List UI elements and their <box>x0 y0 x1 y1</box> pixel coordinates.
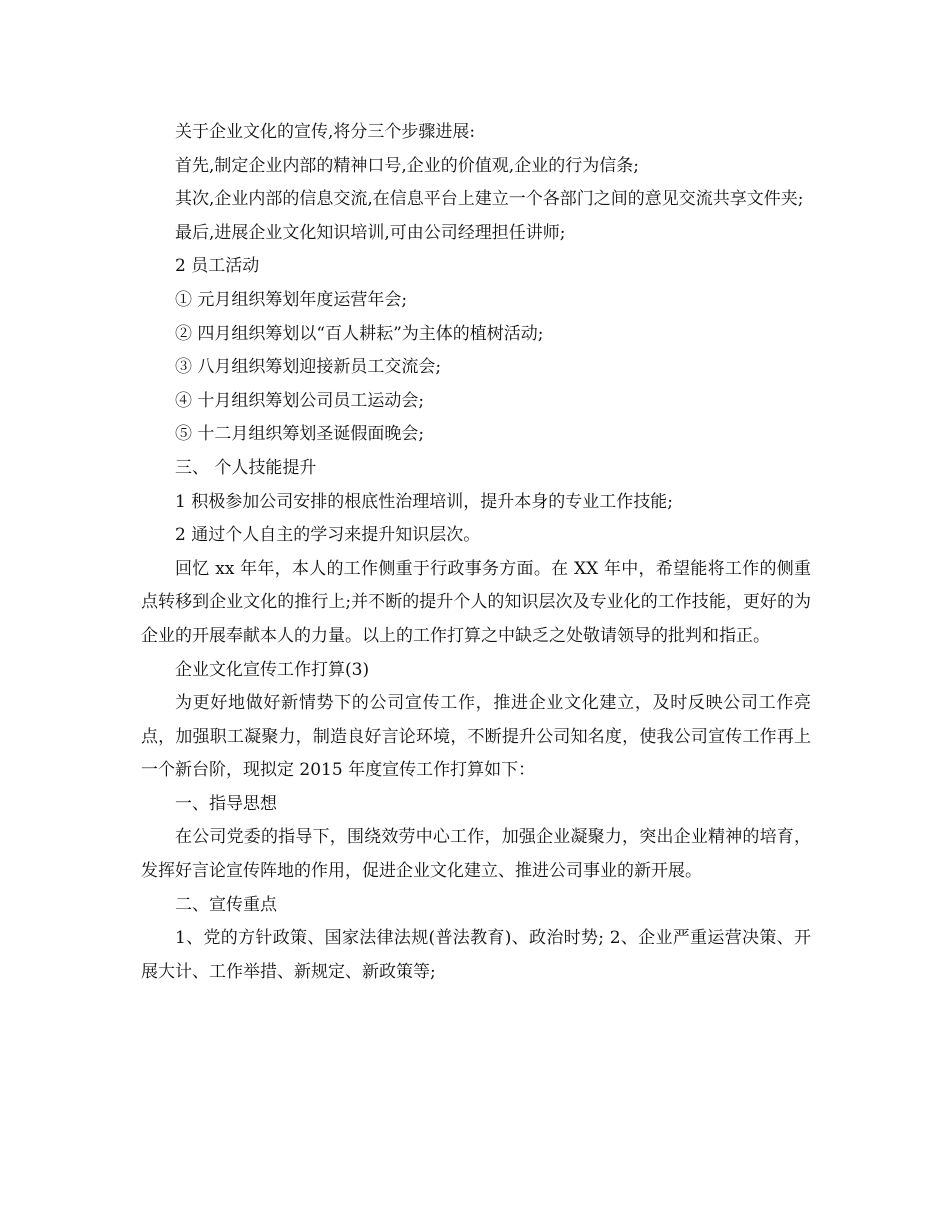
document-body <box>141 116 811 989</box>
section-heading: 二、宣传重点 <box>175 894 277 915</box>
paragraph: 关于企业文化的宣传,将分三个步骤进展: <box>175 122 476 142</box>
list-item: ① 元月组织筹划年度运营年会; <box>175 289 408 310</box>
section-title: 企业文化宣传工作打算(3) <box>175 659 370 680</box>
list-heading: 2 员工活动 <box>175 256 260 277</box>
section-heading: 三、 个人技能提升 <box>175 457 317 478</box>
section-heading: 一、指导思想 <box>175 793 277 814</box>
paragraph: 回忆 xx 年年，本人的工作侧重于行政事务方面。在 XX 年中，希望能将工作的侧重点转移到企业文化的推行上;并不断的提升个人的知识层次及专业化的工作技能，更好的为企业的开展奉献本人的力量。以上的工作打算之中缺乏之处敬请领导的批判和指正。 <box>141 558 811 646</box>
list-item: 1 积极参加公司安排的根底性治理培训，提升本身的专业工作技能; <box>175 491 673 512</box>
paragraph: 最后,进展企业文化知识培训,可由公司经理担任讲师; <box>175 222 566 243</box>
list-item: ④ 十月组织筹划公司员工运动会; <box>175 390 425 411</box>
list-item: ⑤ 十二月组织筹划圣诞假面晚会; <box>175 424 425 445</box>
paragraph: 为更好地做好新情势下的公司宣传工作，推进企业文化建立，及时反映公司工作亮点，加强职工凝聚力，制造良好言论环境，不断提升公司知名度，使我公司宣传工作再上一个新台阶，现拟定 2015 年度宣传工作打算如下： <box>141 693 811 781</box>
paragraph: 其次,企业内部的信息交流,在信息平台上建立一个各部门之间的意见交流共享文件夹; <box>175 189 804 210</box>
list-item: ③ 八月组织筹划迎接新员工交流会; <box>175 357 442 378</box>
paragraph: 首先,制定企业内部的精神口号,企业的价值观,企业的行为信条; <box>175 155 639 176</box>
list-item: 2 通过个人自主的学习来提升知识层次。 <box>175 525 481 546</box>
paragraph: 在公司党委的指导下，围绕效劳中心工作，加强企业凝聚力，突出企业精神的培育，发挥好言论宣传阵地的作用，促进企业文化建立、推进公司事业的新开展。 <box>141 827 811 882</box>
paragraph: 1、党的方针政策、国家法律法规(普法教育)、政治时势; 2、企业严重运营决策、开展大计、工作举措、新规定、新政策等; <box>141 928 811 982</box>
list-item: ② 四月组织筹划以“百人耕耘”为主体的植树活动; <box>175 323 544 344</box>
